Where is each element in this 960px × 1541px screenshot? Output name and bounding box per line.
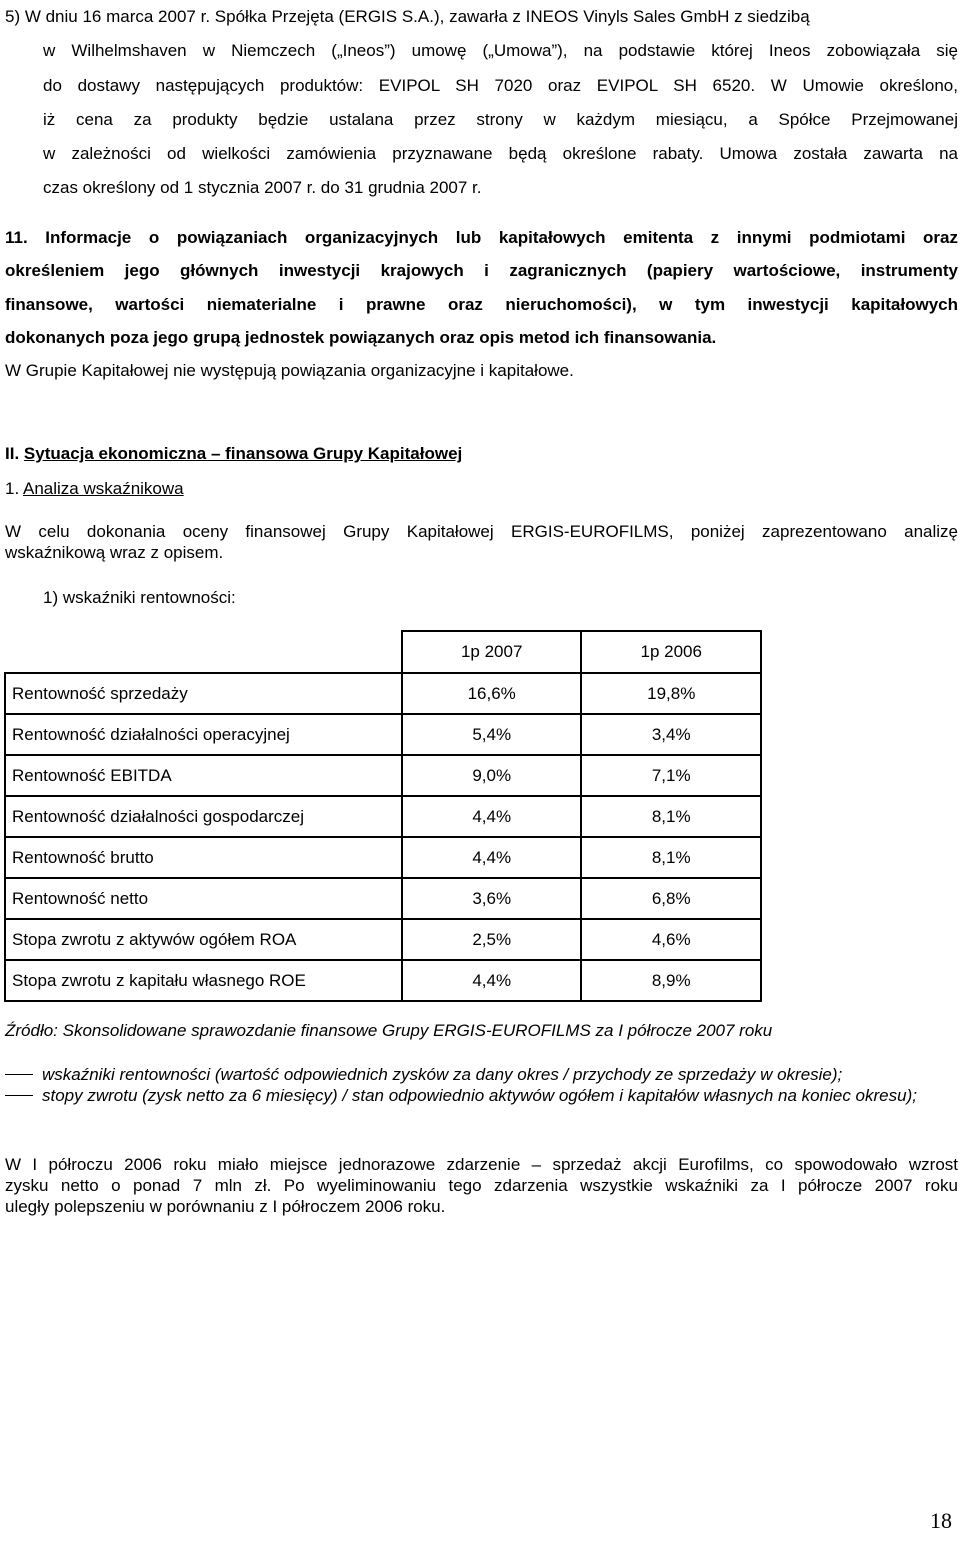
row-value-2007: 2,5% bbox=[402, 919, 582, 960]
row-value-2006: 8,9% bbox=[581, 960, 761, 1001]
table-header-cell: 1p 2007 bbox=[402, 631, 582, 673]
table-row bbox=[5, 878, 761, 919]
table-row bbox=[5, 960, 761, 1001]
analysis-number: 1. bbox=[5, 479, 20, 498]
list-item bbox=[5, 1064, 958, 1085]
text-line: W I półroczu 2006 roku miało miejsce jednorazowe zdarzenie – sprzedaż akcji Eurofilms, co spowodowało wzrost bbox=[5, 1155, 958, 1174]
table-header-blank bbox=[5, 631, 402, 673]
table-header-row bbox=[5, 631, 761, 673]
text-line: wskaźnikową wraz z opisem. bbox=[5, 543, 224, 562]
text-line: w Wilhelmshaven w Niemczech („Ineos”) umowę („Umowa”), na podstawie której Ineos zobowiązała się bbox=[43, 41, 958, 61]
row-value-2006: 8,1% bbox=[581, 796, 761, 837]
row-value-2007: 9,0% bbox=[402, 755, 582, 796]
text-line: W celu dokonania oceny finansowej Grupy Kapitałowej ERGIS-EUROFILMS, poniżej zaprezentowano analizę bbox=[5, 522, 958, 541]
analysis-heading bbox=[5, 479, 184, 499]
section-ii-title: Sytuacja ekonomiczna – finansowa Grupy Kapitałowej bbox=[23, 444, 463, 463]
final-paragraph bbox=[5, 1154, 958, 1217]
table-row bbox=[5, 755, 761, 796]
row-label: Stopa zwrotu z kapitału własnego ROE bbox=[5, 960, 402, 1001]
row-value-2006: 6,8% bbox=[581, 878, 761, 919]
table-source-note: Źródło: Skonsolidowane sprawozdanie finansowe Grupy ERGIS-EUROFILMS za I półrocze 2007 roku bbox=[5, 1021, 773, 1040]
table-row bbox=[5, 919, 761, 960]
note-text: stopy zwrotu (zysk netto za 6 miesięcy) / stan odpowiednio aktywów ogółem i kapitałów własnych na koniec okresu); bbox=[42, 1086, 917, 1105]
text-line: zysku netto o ponad 7 mln zł. Po wyeliminowaniu tego zdarzenia wszystkie wskaźniki za I półrocze 2007 roku bbox=[5, 1176, 958, 1195]
heading-line: 11. Informacje o powiązaniach organizacyjnych lub kapitałowych emitenta z innymi podmiotami oraz bbox=[5, 228, 958, 247]
section-5-paragraph bbox=[5, 0, 958, 206]
row-value-2007: 4,4% bbox=[402, 837, 582, 878]
dash-bullet-icon bbox=[5, 1074, 33, 1075]
text-line: iż cena za produkty będzie ustalana przez strony w każdym miesiącu, a Spółce Przejmowanej bbox=[43, 109, 958, 129]
table-header-cell: 1p 2006 bbox=[581, 631, 761, 673]
row-label: Rentowność sprzedaży bbox=[5, 673, 402, 714]
row-value-2007: 3,6% bbox=[402, 878, 582, 919]
section-11-text: W Grupie Kapitałowej nie występują powiązania organizacyjne i kapitałowe. bbox=[5, 361, 574, 380]
text-line: w zależności od wielkości zamówienia przyznawane będą określone rabaty. Umowa została zawarta na bbox=[43, 144, 958, 164]
profitability-table bbox=[4, 630, 762, 1002]
heading-line: finansowe, wartości niematerialne i prawne oraz nieruchomości), w tym inwestycji kapitałowych bbox=[5, 294, 958, 314]
section-11-heading bbox=[5, 221, 958, 354]
text-line: 5) W dniu 16 marca 2007 r. Spółka Przejęta (ERGIS S.A.), zawarła z INEOS Vinyls Sales GmbH z siedzibą bbox=[5, 7, 810, 26]
row-label: Rentowność netto bbox=[5, 878, 402, 919]
table-row bbox=[5, 796, 761, 837]
page-number: 18 bbox=[930, 1508, 952, 1533]
row-value-2006: 7,1% bbox=[581, 755, 761, 796]
table-row bbox=[5, 837, 761, 878]
text-line: uległy polepszeniu w porównaniu z I półroczem 2006 roku. bbox=[5, 1197, 446, 1216]
row-value-2006: 4,6% bbox=[581, 919, 761, 960]
row-value-2006: 8,1% bbox=[581, 837, 761, 878]
row-label: Rentowność działalności operacyjnej bbox=[5, 714, 402, 755]
list-item bbox=[5, 1085, 958, 1106]
notes-list bbox=[5, 1064, 958, 1106]
table-row bbox=[5, 714, 761, 755]
row-label: Rentowność brutto bbox=[5, 837, 402, 878]
row-value-2006: 19,8% bbox=[581, 673, 761, 714]
heading-line: dokonanych poza jego grupą jednostek powiązanych oraz opis metod ich finansowania. bbox=[5, 327, 717, 347]
note-text: wskaźniki rentowności (wartość odpowiednich zysków za dany okres / przychody ze sprzedaży w okresie); bbox=[42, 1065, 843, 1084]
row-label: Rentowność działalności gospodarczej bbox=[5, 796, 402, 837]
row-value-2007: 4,4% bbox=[402, 796, 582, 837]
ratios-subheading: 1) wskaźniki rentowności: bbox=[43, 588, 236, 607]
section-ii-number: II. bbox=[5, 444, 20, 463]
analysis-intro bbox=[5, 521, 958, 563]
heading-line: określeniem jego głównych inwestycji krajowych i zagranicznych (papiery wartościowe, instrumenty bbox=[5, 261, 958, 281]
text-line: czas określony od 1 stycznia 2007 r. do 31 grudnia 2007 r. bbox=[43, 178, 482, 198]
row-label: Rentowność EBITDA bbox=[5, 755, 402, 796]
dash-bullet-icon bbox=[5, 1095, 33, 1096]
row-value-2007: 5,4% bbox=[402, 714, 582, 755]
row-value-2007: 16,6% bbox=[402, 673, 582, 714]
row-value-2006: 3,4% bbox=[581, 714, 761, 755]
section-ii-heading bbox=[5, 444, 462, 464]
text-line: do dostawy następujących produktów: EVIPOL SH 7020 oraz EVIPOL SH 6520. W Umowie określono, bbox=[43, 75, 958, 95]
analysis-title: Analiza wskaźnikowa bbox=[22, 479, 184, 498]
table-row bbox=[5, 673, 761, 714]
row-label: Stopa zwrotu z aktywów ogółem ROA bbox=[5, 919, 402, 960]
row-value-2007: 4,4% bbox=[402, 960, 582, 1001]
